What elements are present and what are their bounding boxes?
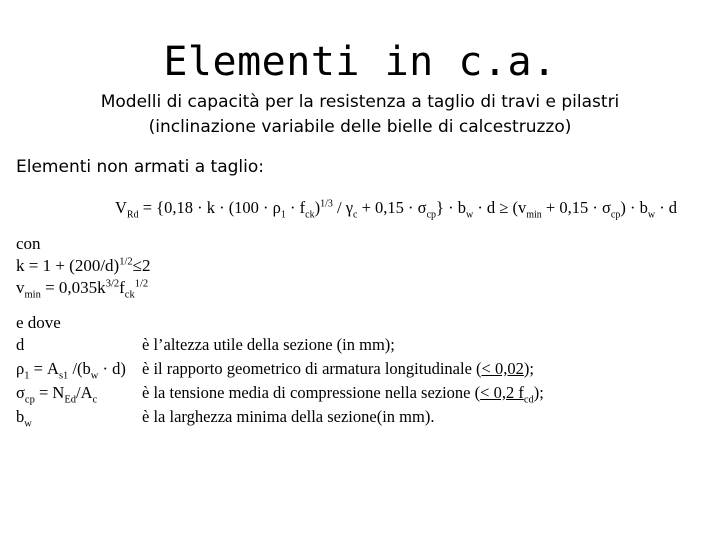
definition-symbol: $\sigma_{cp} = N_{Ed}/A_c$	[16, 383, 98, 406]
section-heading: Elementi non armati a taglio:	[16, 157, 265, 177]
k-definition: $k = 1 + (200/d)^{1/2}\le 2$	[16, 256, 151, 275]
definition-text: è il rapporto geometrico di armatura longitudinale (< 0,02);	[142, 359, 534, 378]
definition-row	[16, 407, 716, 431]
slide-title: Elementi in c.a.	[163, 39, 557, 85]
definition-text: è la larghezza minima della sezione(in mm).	[142, 407, 435, 426]
slide-subtitle	[0, 90, 720, 140]
definition-row	[16, 335, 716, 359]
con-label: con	[16, 234, 41, 253]
definition-text: è la tensione media di compressione nella sezione (< 0,2 $f_{cd}$);	[142, 383, 544, 406]
e-dove-label: e dove	[16, 313, 61, 332]
definition-symbol: $\rho_1 = A_{s1}$ $/(b_w \cdot d)$	[16, 359, 126, 382]
subtitle-line-2: (inclinazione variabile delle bielle di calcestruzzo)	[148, 117, 572, 137]
definitions-list	[16, 335, 716, 431]
definition-row	[16, 383, 716, 407]
shear-resistance-formula: $V_{Rd} = \{0,18 \cdot k \cdot (100 \cdot \rho_1 \cdot f_{ck})^{1/3} / \gamma_c + 0,15 \cdot \sigma_{cp}\} \cdot b_w \cdot d \ge (v_{min} + 0,15 \cdot \sigma_{cp}) \cdot b_w \cdot d$	[115, 198, 678, 221]
subtitle-line-1: Modelli di capacità per la resistenza a taglio di travi e pilastri	[100, 92, 620, 112]
definition-symbol: d	[16, 335, 25, 354]
vmin-definition: $v_{min} = 0,035k^{3/2}f_{ck}^{1/2}$	[16, 278, 149, 301]
definition-row	[16, 359, 716, 383]
definition-text: è l’altezza utile della sezione (in mm);	[142, 335, 395, 354]
definition-symbol: $b_w$	[16, 407, 32, 430]
